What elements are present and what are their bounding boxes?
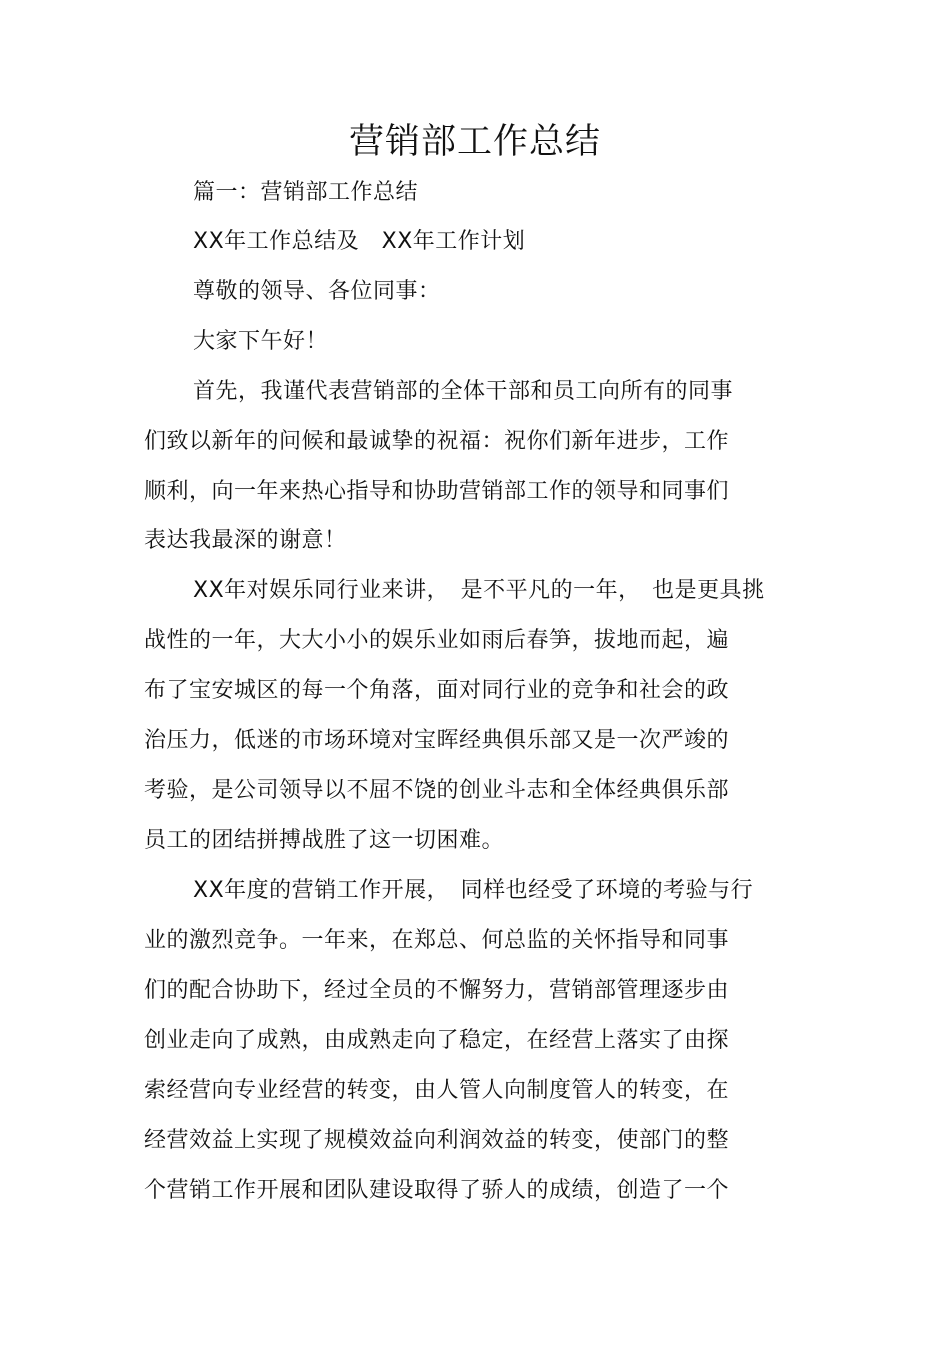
paragraph-line: XX年对娱乐同行业来讲， 是不平凡的一年， 也是更具挑: [193, 578, 765, 603]
paragraph-line: 首先，我谨代表营销部的全体干部和员工向所有的同事: [193, 379, 734, 404]
paragraph-line: 员工的团结拼搏战胜了这一切困难。: [144, 828, 505, 853]
heading-line: 篇一：营销部工作总结: [193, 180, 419, 205]
paragraph-line: 战性的一年，大大小小的娱乐业如雨后春笋，拔地而起，遍: [144, 628, 730, 653]
paragraph-line: 个营销工作开展和团队建设取得了骄人的成绩，创造了一个: [144, 1178, 730, 1203]
subheading-line: XX年工作总结及 XX年工作计划: [193, 229, 526, 254]
paragraph-line: XX年度的营销工作开展， 同样也经受了环境的考验与行: [193, 878, 754, 903]
paragraph-line: 治压力，低迷的市场环境对宝晖经典俱乐部又是一次严竣的: [144, 728, 730, 753]
salutation-line: 尊敬的领导、各位同事：: [193, 279, 441, 304]
paragraph-line: 们的配合协助下，经过全员的不懈努力，营销部管理逐步由: [144, 978, 730, 1003]
greeting-line: 大家下午好！: [193, 329, 329, 354]
paragraph-line: 顺利，向一年来热心指导和协助营销部工作的领导和同事们: [144, 479, 730, 504]
paragraph-line: 表达我最深的谢意！: [144, 528, 347, 553]
paragraph-line: 经营效益上实现了规模效益向利润效益的转变，使部门的整: [144, 1128, 730, 1153]
paragraph-line: 布了宝安城区的每一个角落，面对同行业的竞争和社会的政: [144, 678, 730, 703]
paragraph-line: 索经营向专业经营的转变，由人管人向制度管人的转变，在: [144, 1078, 730, 1103]
paragraph-line: 业的激烈竞争。一年来，在郑总、何总监的关怀指导和同事: [144, 928, 730, 953]
paragraph-line: 创业走向了成熟，由成熟走向了稳定，在经营上落实了由探: [144, 1028, 730, 1053]
paragraph-line: 们致以新年的问候和最诚挚的祝福：祝你们新年进步，工作: [144, 429, 730, 454]
document-title: 营销部工作总结: [348, 122, 601, 162]
paragraph-line: 考验，是公司领导以不屈不饶的创业斗志和全体经典俱乐部: [144, 778, 730, 803]
